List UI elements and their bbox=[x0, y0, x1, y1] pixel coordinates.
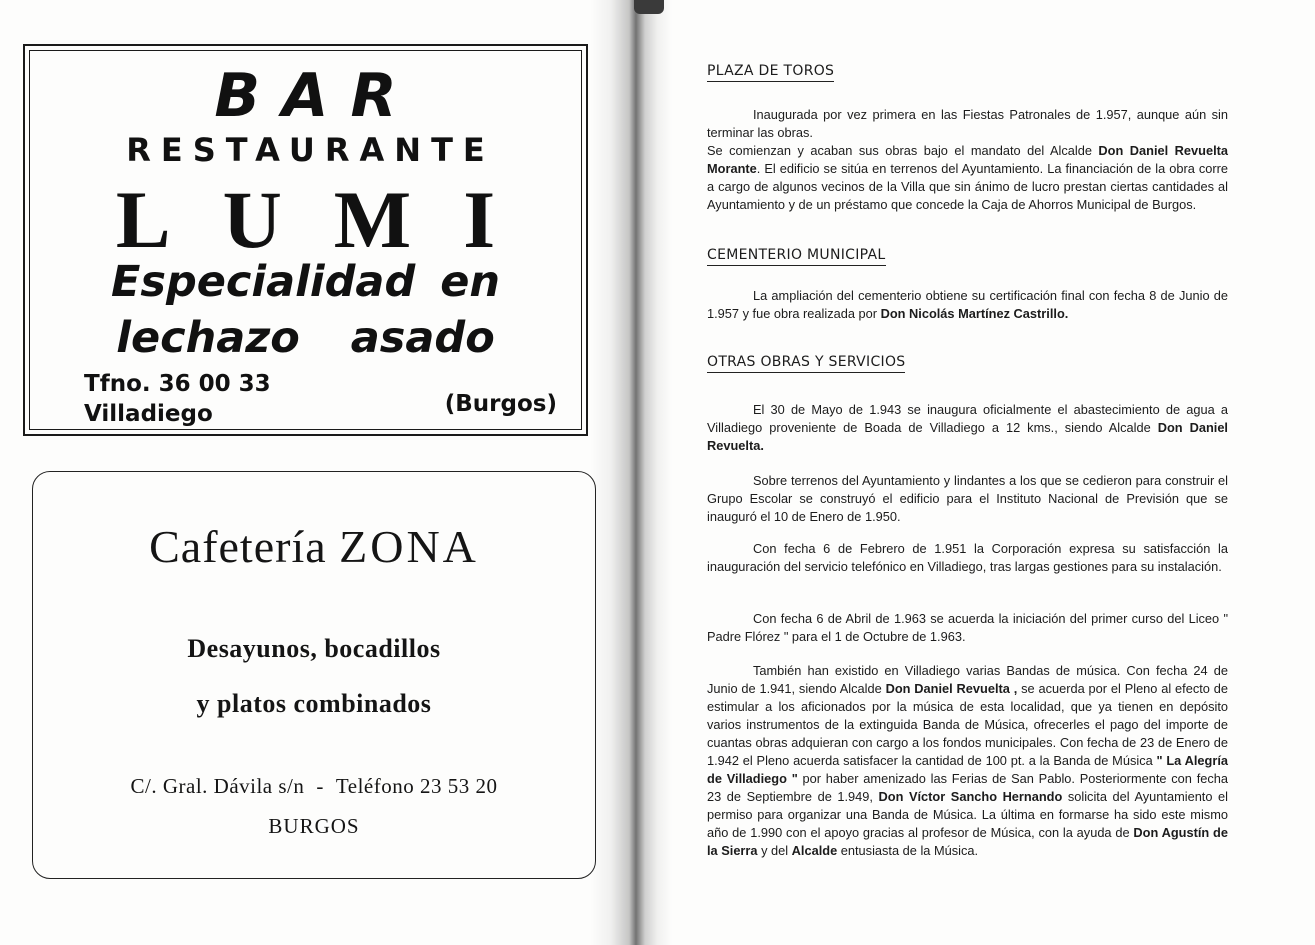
plaza-paragraph bbox=[707, 106, 1228, 214]
otras-mayor-1: Don Daniel Revuelta. bbox=[707, 420, 1228, 453]
plaza-text-3: . El edificio se sitúa en terrenos del Ayuntamiento. La financiación de la obra corre a cargo de algunos vecinos de la Villa que sin ánimo de lucro prestan ciertas cantidades al Ayuntamiento y de un préstamo que concede la Caja de Ahorros Municipal de Burgos. bbox=[707, 161, 1228, 212]
otras-text-5c: por haber amenizado las Ferias de San Pablo. Posteriormente con fecha 23 de Septiembre de 1.949, bbox=[707, 771, 1228, 804]
heading-cementerio: CEMENTERIO MUNICIPAL bbox=[707, 247, 886, 266]
ad-cafe-title bbox=[33, 520, 595, 573]
ad-especialidad: Especialidad en bbox=[111, 257, 500, 307]
otras-text-5f: entusiasta de la Música. bbox=[837, 843, 979, 858]
otras-text-3: Con fecha 6 de Febrero de 1.951 la Corporación expresa su satisfacción la inauguración del servicio telefónico en Villadiego, tras largas gestiones para su instalación. bbox=[707, 541, 1228, 574]
ad-cafe-city: BURGOS bbox=[268, 814, 360, 838]
ad-cafe-title-a: Cafetería bbox=[149, 521, 327, 572]
otras-paragraph-2 bbox=[707, 472, 1228, 526]
ad-bar-title: BAR bbox=[214, 61, 419, 131]
otras-band-name: " La Alegría de Villadiego " bbox=[707, 753, 1228, 786]
ad-lechazo: lechazo asado bbox=[116, 313, 495, 363]
otras-text-2: Sobre terrenos del Ayuntamiento y lindantes a los que se cedieron para construir el Grupo Escolar se construyó el edificio para el Instituto Nacional de Previsión que se inauguró el 10 de Enero de 1.950. bbox=[707, 473, 1228, 524]
ad-cafe-separator: - bbox=[316, 774, 324, 798]
ad-bar-phone: Tfno. 36 00 33 bbox=[84, 371, 271, 397]
plaza-text-2: Se comienzan y acaban sus obras bajo el mandato del Alcalde bbox=[707, 143, 1099, 158]
gutter-shadow-right bbox=[636, 0, 672, 945]
heading-otras-obras: OTRAS OBRAS Y SERVICIOS bbox=[707, 354, 905, 373]
otras-paragraph-3 bbox=[707, 540, 1228, 576]
ad-bar-province: (Burgos) bbox=[444, 391, 557, 417]
bar-lumi-inner-frame bbox=[29, 50, 582, 430]
heading-plaza-de-toros: PLAZA DE TOROS bbox=[707, 63, 834, 82]
cementerio-builder: Don Nicolás Martínez Castrillo. bbox=[880, 306, 1069, 321]
spine-mark bbox=[634, 0, 664, 14]
otras-text-4: Con fecha 6 de Abril de 1.963 se acuerda la iniciación del primer curso del Liceo " Padre Flórez " para el 1 de Octubre de 1.963. bbox=[707, 611, 1228, 644]
otras-text-5b: se acuerda por el Pleno al efecto de estimular a los aficionados por la música de esta localidad, que ya tienen en depósito varios instrumentos de la extinguida Banda de Música, ofrecerles el pago del importe de cuantas obras adquieran con cargo a los fondos municipales. Con fecha de 23 de Enero de 1.942 el Pleno acuerda satisfacer la cantidad de 100 pt. a la Banda de Música bbox=[707, 681, 1228, 768]
otras-paragraph-5 bbox=[707, 662, 1228, 860]
plaza-mayor-name: Don Daniel Revuelta Morante bbox=[707, 143, 1229, 176]
bar-lumi-advert bbox=[23, 44, 588, 436]
ad-cafe-address: C/. Gral. Dávila s/n bbox=[130, 774, 305, 798]
otras-person-sierra: Don Agustín de la Sierra bbox=[707, 825, 1228, 858]
otras-text-5d: solicita del Ayuntamiento el permiso para organizar una Banda de Música. La última en formarse ha sido este mismo año de 1.990 con el apoyo gracias al profesor de Música, con la ayuda de bbox=[707, 789, 1228, 840]
cementerio-paragraph bbox=[707, 287, 1228, 323]
otras-alcalde: Alcalde bbox=[791, 843, 838, 858]
otras-mayor-2: Don Daniel Revuelta , bbox=[885, 681, 1018, 696]
left-page bbox=[0, 0, 636, 945]
otras-text-1: El 30 de Mayo de 1.943 se inaugura oficialmente el abastecimiento de agua a Villadiego proveniente de Boada de Villadiego a 12 kms., siendo Alcalde bbox=[707, 402, 1228, 435]
ad-cafe-line1: Desayunos, bocadillos bbox=[187, 634, 441, 663]
cementerio-text: La ampliación del cementerio obtiene su certificación final con fecha 8 de Junio de 1.957 y fue obra realizada por bbox=[707, 288, 1228, 321]
cafeteria-zona-advert bbox=[32, 471, 596, 879]
ad-bar-town: Villadiego bbox=[84, 401, 213, 427]
otras-paragraph-4 bbox=[707, 610, 1228, 646]
otras-text-5e: y del bbox=[757, 843, 792, 858]
ad-cafe-phone: Teléfono 23 53 20 bbox=[335, 774, 498, 798]
ad-cafe-title-b: ZONA bbox=[339, 521, 479, 572]
otras-text-5a: También han existido en Villadiego varias Bandas de música. Con fecha 24 de Junio de 1.941, siendo Alcalde bbox=[707, 663, 1228, 696]
ad-cafe-contact bbox=[33, 774, 595, 799]
otras-person-sancho: Don Víctor Sancho Hernando bbox=[878, 789, 1063, 804]
plaza-text-1: Inaugurada por vez primera en las Fiestas Patronales de 1.957, aunque aún sin terminar las obras. bbox=[707, 107, 1228, 140]
ad-restaurante: RESTAURANTE bbox=[126, 131, 495, 169]
gutter-shadow-left bbox=[590, 0, 636, 945]
otras-paragraph-1 bbox=[707, 401, 1228, 455]
ad-lumi: LUMI bbox=[115, 174, 548, 265]
ad-cafe-line2: y platos combinados bbox=[196, 689, 432, 718]
